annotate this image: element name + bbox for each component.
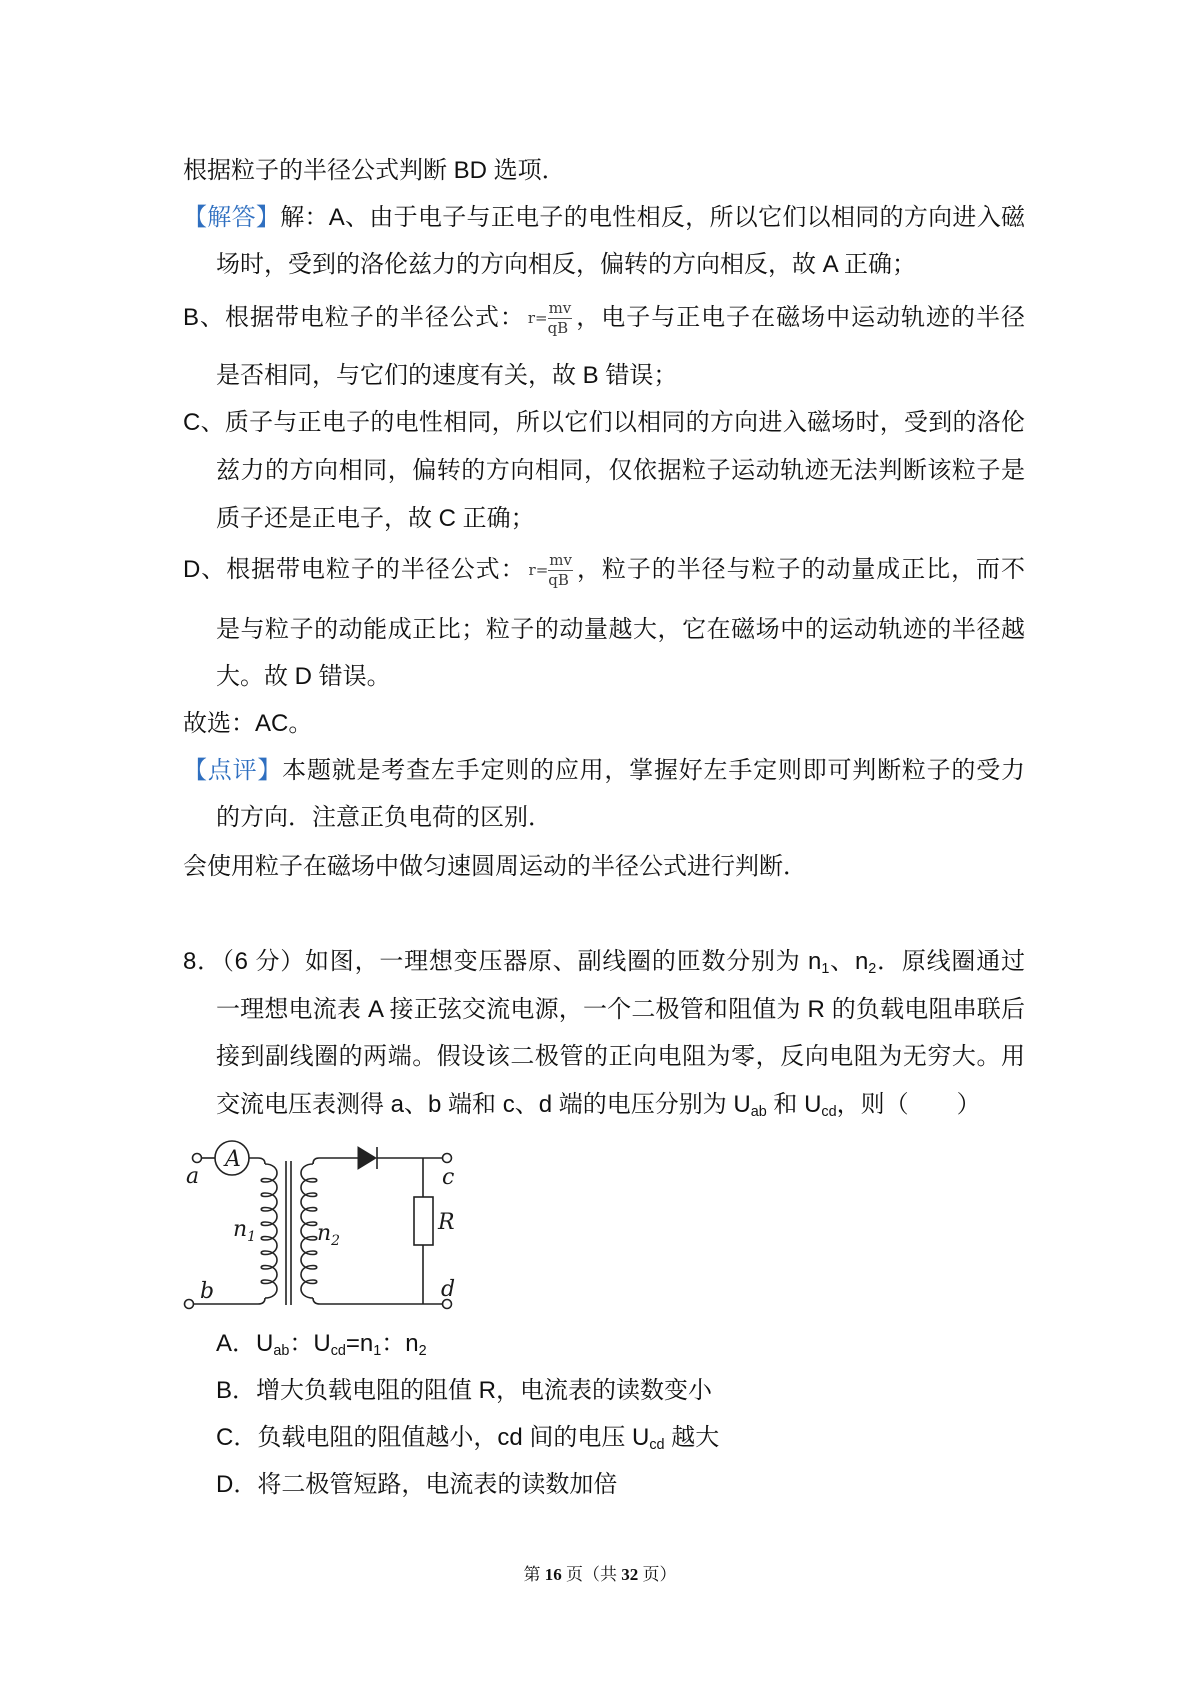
wire-secondary-to-diode	[313, 1158, 358, 1164]
current-page-number: 16	[544, 1565, 562, 1584]
question-text: 交流电压表测得 a、b 端和 c、d 端的电压分别为 U	[216, 1091, 751, 1118]
terminal-c-node	[443, 1154, 452, 1163]
secondary-coil	[301, 1164, 317, 1298]
question-text: 和 U	[766, 1091, 822, 1118]
subscript: cd	[649, 1437, 665, 1454]
choice-a	[216, 1329, 427, 1359]
answer-text-1: 解：A、由于电子与正电子的电性相反，所以它们以相同的方向进入磁	[280, 204, 1026, 231]
question-text: 8．（6 分）如图，一理想变压器原、副线圈的匝数分别为 n	[183, 948, 822, 975]
resistor-icon	[414, 1197, 433, 1245]
choice-text: ：n	[381, 1330, 419, 1357]
answer-line-2: 场时，受到的洛伦兹力的方向相反，偏转的方向相反，故 A 正确；	[216, 251, 917, 278]
secondary-turns-label	[317, 1221, 340, 1249]
terminal-b-node	[185, 1300, 194, 1309]
terminal-a-label: a	[186, 1164, 200, 1189]
radius-formula	[528, 301, 572, 336]
wire-ammeter-to-primary	[249, 1158, 265, 1164]
option-d-prefix: D、根据带电粒子的半径公式：	[183, 555, 526, 583]
ammeter-label: A	[225, 1147, 241, 1172]
formula-lhs: r=	[527, 309, 548, 327]
formula-numerator: mv	[548, 299, 572, 317]
terminal-a-node	[193, 1154, 202, 1163]
comment-text-1: 本题就是考查左手定则的应用，掌握好左手定则即可判断粒子的受力	[282, 757, 1026, 784]
primary-turns-symbol: n	[233, 1217, 248, 1242]
subscript: 1	[821, 961, 830, 978]
solution-intro: 根据粒子的半径公式判断 BD 选项．	[183, 157, 566, 184]
choice-text: 越大	[664, 1424, 720, 1451]
option-d-line-1	[183, 551, 1025, 589]
formula-fraction	[548, 301, 573, 336]
choice-text: ：U	[289, 1330, 331, 1357]
question-text: 、n	[829, 948, 869, 975]
subscript: ab	[750, 1104, 767, 1121]
option-d-line-3: 大。故 D 错误。	[216, 663, 391, 690]
primary-coil	[261, 1164, 277, 1298]
footer-text: 页）	[638, 1565, 677, 1584]
question-text: ，则（ ）	[836, 1091, 981, 1118]
question-line-3: 接到副线圈的两端。假设该二极管的正向电阻为零，反向电阻为无穷大。用	[216, 1043, 1025, 1070]
answer-line-1	[183, 203, 1025, 233]
subscript: 2	[868, 961, 877, 978]
terminal-d-label: d	[441, 1277, 456, 1302]
question-line-2: 一理想电流表 A 接正弦交流电源，一个二极管和阻值为 R 的负载电阻串联后	[216, 996, 1025, 1023]
formula-numerator: mv	[549, 551, 572, 569]
option-c-line-1: C、质子与正电子的电性相同，所以它们以相同的方向进入磁场时，受到的洛伦	[183, 409, 1025, 436]
option-d-suffix: ，粒子的半径与粒子的动量成正比，而不	[576, 555, 1025, 583]
question-line-4	[216, 1090, 981, 1120]
footer-text: 第	[523, 1565, 545, 1584]
subscript: 2	[418, 1343, 427, 1360]
choice-c	[216, 1423, 719, 1453]
comment-label: 【点评】	[183, 757, 283, 784]
final-choice: 故选：AC。	[183, 710, 313, 737]
terminal-c-label: c	[442, 1165, 455, 1190]
solution-note: 会使用粒子在磁场中做匀速圆周运动的半径公式进行判断．	[183, 853, 807, 880]
subscript: cd	[330, 1343, 346, 1360]
option-d-line-2: 是与粒子的动能成正比；粒子的动量越大，它在磁场中的运动轨迹的半径越	[216, 616, 1025, 643]
question-line-1	[183, 947, 1025, 977]
transformer-circuit-diagram	[176, 1136, 466, 1316]
choice-b: B．增大负载电阻的阻值 R，电流表的读数变小	[216, 1377, 713, 1404]
footer-text: 页（共	[561, 1565, 622, 1584]
comment-line-1	[183, 756, 1025, 786]
choice-text: =n	[345, 1330, 374, 1357]
secondary-turns-subscript: 2	[331, 1233, 341, 1249]
terminal-b-label: b	[200, 1279, 215, 1304]
formula-lhs: r=	[528, 561, 549, 579]
total-page-number: 32	[621, 1565, 639, 1584]
subscript: 1	[373, 1343, 382, 1360]
subscript: ab	[273, 1343, 290, 1360]
formula-denominator: qB	[547, 319, 569, 337]
answer-label: 【解答】	[183, 204, 281, 231]
option-b-line-1	[183, 299, 1026, 337]
formula-denominator: qB	[548, 571, 569, 589]
option-c-line-3: 质子还是正电子，故 C 正确；	[216, 505, 535, 532]
option-b-prefix: B、根据带电粒子的半径公式：	[183, 303, 525, 331]
primary-turns-subscript: 1	[247, 1229, 257, 1245]
option-c-line-2: 兹力的方向相同，偏转的方向相同，仅依据粒子运动轨迹无法判断该粒子是	[216, 457, 1025, 484]
page-footer	[0, 1563, 1200, 1587]
comment-line-2: 的方向．注意正负电荷的区别．	[216, 804, 552, 831]
choice-text: A．U	[216, 1330, 274, 1357]
option-b-suffix: ，电子与正电子在磁场中运动轨迹的半径	[575, 303, 1026, 331]
resistor-label: R	[438, 1210, 455, 1235]
formula-fraction	[548, 553, 573, 588]
secondary-turns-symbol: n	[317, 1221, 332, 1246]
subscript: cd	[821, 1104, 837, 1121]
choice-text: C．负载电阻的阻值越小，cd 间的电压 U	[216, 1424, 650, 1451]
primary-turns-label	[233, 1217, 256, 1245]
option-b-line-2: 是否相同，与它们的速度有关，故 B 错误；	[216, 362, 678, 389]
question-text: ．原线圈通过	[876, 948, 1025, 975]
diode-icon	[358, 1147, 376, 1169]
radius-formula	[529, 553, 573, 588]
choice-d: D．将二极管短路，电流表的读数加倍	[216, 1471, 618, 1498]
